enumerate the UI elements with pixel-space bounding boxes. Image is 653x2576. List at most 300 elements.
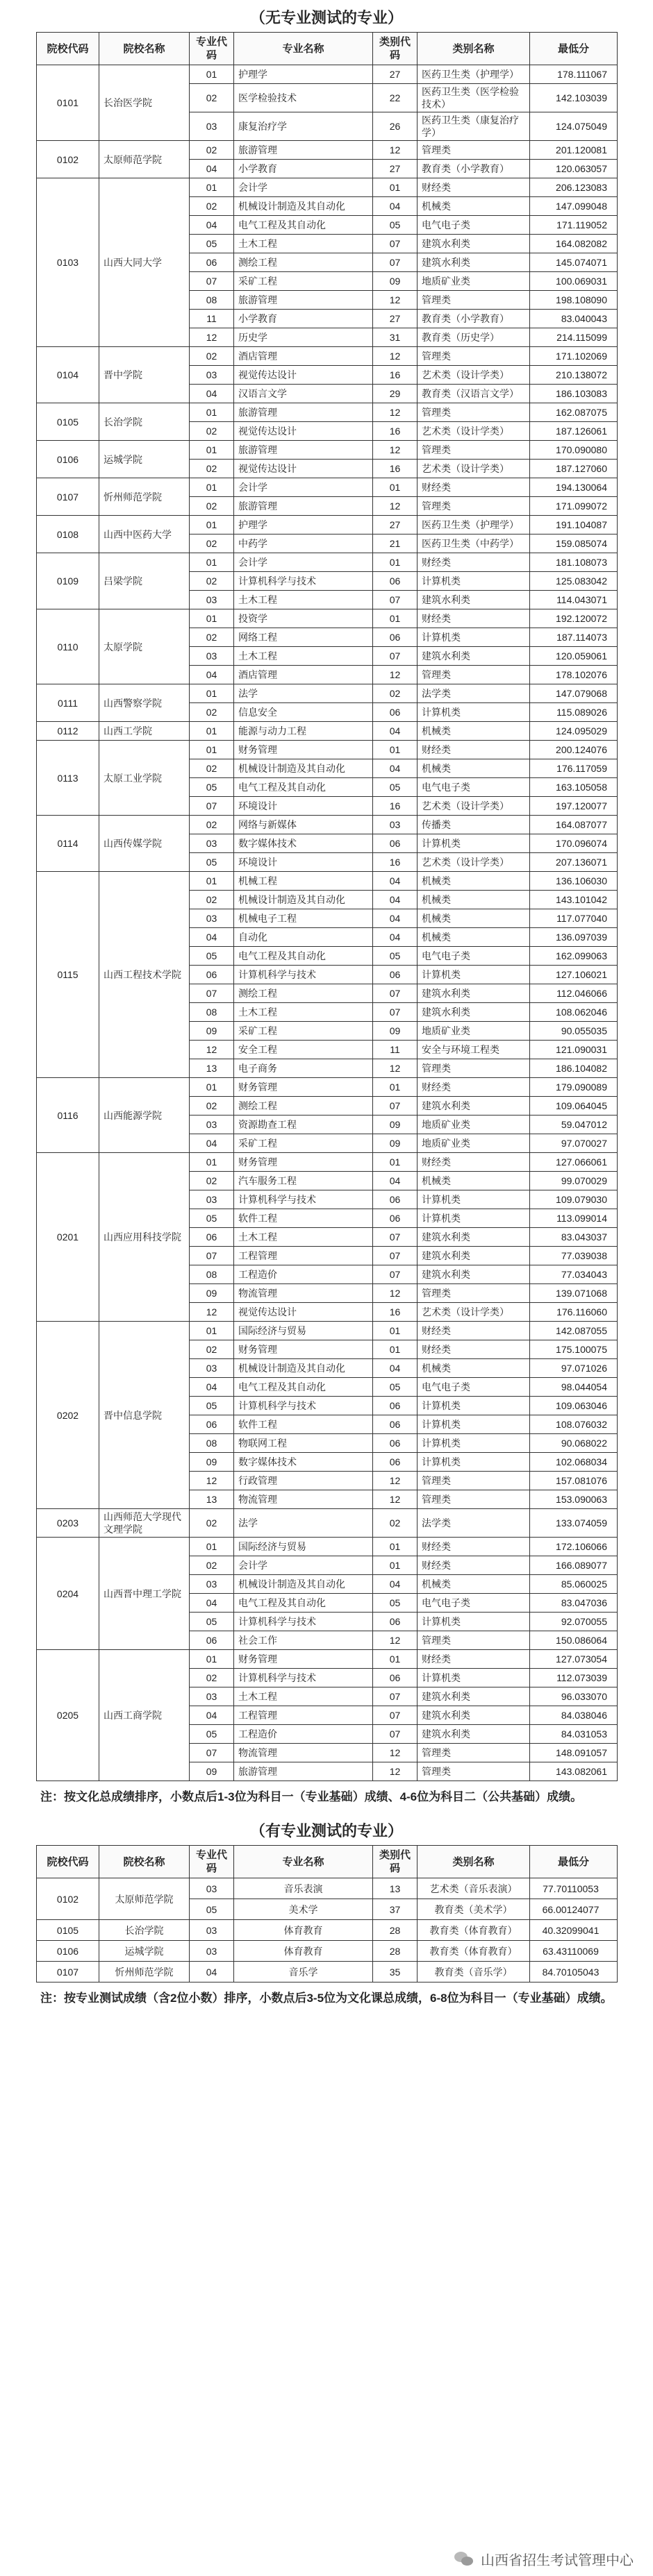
major-name: 酒店管理 xyxy=(234,666,373,684)
min-score: 186.104082 xyxy=(530,1059,618,1078)
column-header: 最低分 xyxy=(530,1846,618,1878)
major-code: 02 xyxy=(190,347,234,366)
category-code: 07 xyxy=(373,1265,418,1284)
school-name: 太原师范学院 xyxy=(99,1878,190,1920)
category-code: 06 xyxy=(373,628,418,647)
min-score: 157.081076 xyxy=(530,1472,618,1490)
category-code: 02 xyxy=(373,1509,418,1538)
min-score: 143.082061 xyxy=(530,1762,618,1781)
category-code: 05 xyxy=(373,216,418,235)
major-name: 数字媒体技术 xyxy=(234,834,373,853)
major-code: 04 xyxy=(190,1378,234,1397)
min-score: 136.097039 xyxy=(530,928,618,947)
category-code: 09 xyxy=(373,1022,418,1041)
min-score: 191.104087 xyxy=(530,516,618,534)
category-name: 建筑水利类 xyxy=(418,647,530,666)
major-name: 能源与动力工程 xyxy=(234,722,373,741)
school-code: 0103 xyxy=(37,178,99,347)
min-score: 153.090063 xyxy=(530,1490,618,1509)
school-name: 太原学院 xyxy=(99,609,190,684)
min-score: 77.039038 xyxy=(530,1247,618,1265)
category-name: 艺术类（设计学类） xyxy=(418,422,530,441)
major-code: 05 xyxy=(190,1613,234,1631)
min-score: 147.099048 xyxy=(530,197,618,216)
category-name: 管理类 xyxy=(418,1490,530,1509)
min-score: 63.43110069 xyxy=(530,1941,618,1962)
category-name: 教育类（小学教育） xyxy=(418,310,530,328)
category-name: 建筑水利类 xyxy=(418,1247,530,1265)
section2-title: （有专业测试的专业） xyxy=(249,1822,403,1840)
category-name: 艺术类（设计学类） xyxy=(418,853,530,872)
major-name: 视觉传达设计 xyxy=(234,1303,373,1322)
min-score: 142.087055 xyxy=(530,1322,618,1340)
category-name: 地质矿业类 xyxy=(418,1116,530,1134)
category-name: 财经类 xyxy=(418,1556,530,1575)
major-code: 01 xyxy=(190,1538,234,1556)
major-code: 03 xyxy=(190,647,234,666)
min-score: 179.090089 xyxy=(530,1078,618,1097)
category-name: 电气电子类 xyxy=(418,1594,530,1613)
major-code: 06 xyxy=(190,253,234,272)
school-name: 长治医学院 xyxy=(99,65,190,141)
min-score: 198.108090 xyxy=(530,291,618,310)
major-name: 机械设计制造及其自动化 xyxy=(234,1359,373,1378)
category-code: 35 xyxy=(373,1962,418,1982)
category-code: 06 xyxy=(373,1190,418,1209)
major-code: 01 xyxy=(190,178,234,197)
category-code: 04 xyxy=(373,1172,418,1190)
category-code: 06 xyxy=(373,834,418,853)
category-code: 27 xyxy=(373,160,418,178)
footer-brand: 山西省招生考试管理中心 xyxy=(481,2553,634,2568)
major-name: 旅游管理 xyxy=(234,141,373,160)
wechat-icon xyxy=(454,2552,475,2567)
category-code: 01 xyxy=(373,553,418,572)
category-code: 26 xyxy=(373,112,418,141)
table-row xyxy=(37,741,618,759)
major-name: 电气工程及其自动化 xyxy=(234,947,373,966)
category-code: 07 xyxy=(373,1687,418,1706)
category-name: 安全与环境工程类 xyxy=(418,1041,530,1059)
major-name: 资源勘查工程 xyxy=(234,1116,373,1134)
min-score: 84.70105043 xyxy=(530,1962,618,1982)
major-code: 09 xyxy=(190,1022,234,1041)
min-score: 176.117059 xyxy=(530,759,618,778)
major-name: 数字媒体技术 xyxy=(234,1453,373,1472)
category-name: 机械类 xyxy=(418,909,530,928)
category-name: 医药卫生类（护理学） xyxy=(418,516,530,534)
category-code: 06 xyxy=(373,1613,418,1631)
major-code: 01 xyxy=(190,441,234,460)
min-score: 150.086064 xyxy=(530,1631,618,1650)
min-score: 102.068034 xyxy=(530,1453,618,1472)
major-name: 计算机科学与技术 xyxy=(234,1190,373,1209)
category-code: 04 xyxy=(373,197,418,216)
major-code: 04 xyxy=(190,666,234,684)
min-score: 178.111067 xyxy=(530,65,618,84)
category-name: 计算机类 xyxy=(418,572,530,591)
major-name: 软件工程 xyxy=(234,1209,373,1228)
category-code: 06 xyxy=(373,1397,418,1415)
category-code: 07 xyxy=(373,1228,418,1247)
min-score: 108.076032 xyxy=(530,1415,618,1434)
min-score: 170.090080 xyxy=(530,441,618,460)
major-name: 护理学 xyxy=(234,65,373,84)
category-name: 管理类 xyxy=(418,1744,530,1762)
major-code: 04 xyxy=(190,1706,234,1725)
category-code: 16 xyxy=(373,797,418,816)
min-score: 181.108073 xyxy=(530,553,618,572)
major-name: 计算机科学与技术 xyxy=(234,1669,373,1687)
major-name: 机械工程 xyxy=(234,872,373,891)
school-code: 0105 xyxy=(37,1920,99,1941)
category-code: 05 xyxy=(373,778,418,797)
major-code: 01 xyxy=(190,1650,234,1669)
major-code: 03 xyxy=(190,834,234,853)
category-code: 01 xyxy=(373,741,418,759)
major-code: 06 xyxy=(190,966,234,984)
table-header-row xyxy=(37,1846,618,1878)
major-name: 土木工程 xyxy=(234,591,373,609)
major-code: 03 xyxy=(190,1687,234,1706)
school-name: 长治学院 xyxy=(99,1920,190,1941)
min-score: 214.115099 xyxy=(530,328,618,347)
major-name: 信息安全 xyxy=(234,703,373,722)
category-name: 艺术类（设计学类） xyxy=(418,366,530,385)
school-code: 0109 xyxy=(37,553,99,609)
category-code: 01 xyxy=(373,178,418,197)
major-name: 电气工程及其自动化 xyxy=(234,1594,373,1613)
category-name: 电气电子类 xyxy=(418,216,530,235)
min-score: 172.106066 xyxy=(530,1538,618,1556)
major-code: 01 xyxy=(190,516,234,534)
min-score: 90.055035 xyxy=(530,1022,618,1041)
table-row xyxy=(37,1322,618,1340)
min-score: 120.059061 xyxy=(530,647,618,666)
min-score: 83.043037 xyxy=(530,1228,618,1247)
category-code: 06 xyxy=(373,1209,418,1228)
min-score: 187.126061 xyxy=(530,422,618,441)
school-code: 0201 xyxy=(37,1153,99,1322)
category-name: 医药卫生类（护理学） xyxy=(418,65,530,84)
min-score: 142.103039 xyxy=(530,84,618,112)
category-code: 03 xyxy=(373,816,418,834)
min-score: 92.070055 xyxy=(530,1613,618,1631)
category-code: 28 xyxy=(373,1920,418,1941)
major-name: 财务管理 xyxy=(234,1078,373,1097)
min-score: 194.130064 xyxy=(530,478,618,497)
major-name: 汽车服务工程 xyxy=(234,1172,373,1190)
category-code: 12 xyxy=(373,141,418,160)
major-code: 03 xyxy=(190,1920,234,1941)
major-name: 工程造价 xyxy=(234,1265,373,1284)
min-score: 170.096074 xyxy=(530,834,618,853)
category-code: 01 xyxy=(373,1078,418,1097)
major-code: 02 xyxy=(190,84,234,112)
major-code: 02 xyxy=(190,628,234,647)
column-header: 院校名称 xyxy=(99,33,190,65)
category-name: 医药卫生类（医学检验技术） xyxy=(418,84,530,112)
major-code: 04 xyxy=(190,1134,234,1153)
category-name: 机械类 xyxy=(418,759,530,778)
category-name: 教育类（历史学） xyxy=(418,328,530,347)
table-row xyxy=(37,1509,618,1538)
category-name: 教育类（汉语言文学） xyxy=(418,385,530,403)
school-name: 山西警察学院 xyxy=(99,684,190,722)
school-name: 忻州师范学院 xyxy=(99,1962,190,1982)
table-row xyxy=(37,722,618,741)
min-score: 206.123083 xyxy=(530,178,618,197)
min-score: 96.033070 xyxy=(530,1687,618,1706)
min-score: 171.119052 xyxy=(530,216,618,235)
category-name: 法学类 xyxy=(418,684,530,703)
major-name: 自动化 xyxy=(234,928,373,947)
category-name: 计算机类 xyxy=(418,1397,530,1415)
category-code: 02 xyxy=(373,684,418,703)
category-code: 01 xyxy=(373,1650,418,1669)
category-code: 07 xyxy=(373,1003,418,1022)
major-name: 旅游管理 xyxy=(234,291,373,310)
category-name: 财经类 xyxy=(418,1322,530,1340)
category-name: 建筑水利类 xyxy=(418,235,530,253)
category-name: 计算机类 xyxy=(418,1415,530,1434)
min-score: 163.105058 xyxy=(530,778,618,797)
major-name: 法学 xyxy=(234,684,373,703)
category-name: 教育类（体育教育） xyxy=(418,1920,530,1941)
major-name: 电气工程及其自动化 xyxy=(234,216,373,235)
school-name: 山西晋中理工学院 xyxy=(99,1538,190,1650)
major-name: 工程管理 xyxy=(234,1706,373,1725)
min-score: 133.074059 xyxy=(530,1509,618,1538)
major-code: 04 xyxy=(190,160,234,178)
column-header: 专业代码 xyxy=(190,33,234,65)
school-name: 晋中信息学院 xyxy=(99,1322,190,1509)
school-name: 吕梁学院 xyxy=(99,553,190,609)
table-row xyxy=(37,441,618,460)
category-name: 建筑水利类 xyxy=(418,1097,530,1116)
min-score: 171.102069 xyxy=(530,347,618,366)
major-code: 05 xyxy=(190,1209,234,1228)
category-code: 06 xyxy=(373,1415,418,1434)
table-row xyxy=(37,65,618,84)
min-score: 162.099063 xyxy=(530,947,618,966)
category-code: 06 xyxy=(373,1434,418,1453)
major-code: 03 xyxy=(190,1941,234,1962)
major-code: 03 xyxy=(190,1359,234,1378)
min-score: 114.043071 xyxy=(530,591,618,609)
category-name: 电气电子类 xyxy=(418,1378,530,1397)
category-name: 建筑水利类 xyxy=(418,1687,530,1706)
category-name: 地质矿业类 xyxy=(418,1134,530,1153)
category-code: 01 xyxy=(373,1322,418,1340)
category-name: 电气电子类 xyxy=(418,778,530,797)
min-score: 136.106030 xyxy=(530,872,618,891)
min-score: 164.087077 xyxy=(530,816,618,834)
major-code: 02 xyxy=(190,497,234,516)
major-code: 08 xyxy=(190,1434,234,1453)
category-name: 艺术类（设计学类） xyxy=(418,460,530,478)
major-name: 土木工程 xyxy=(234,647,373,666)
category-code: 04 xyxy=(373,1359,418,1378)
major-code: 12 xyxy=(190,1303,234,1322)
min-score: 97.070027 xyxy=(530,1134,618,1153)
table-row xyxy=(37,872,618,891)
major-name: 会计学 xyxy=(234,478,373,497)
major-name: 网络与新媒体 xyxy=(234,816,373,834)
school-code: 0116 xyxy=(37,1078,99,1153)
min-score: 97.071026 xyxy=(530,1359,618,1378)
school-name: 山西大同大学 xyxy=(99,178,190,347)
school-code: 0106 xyxy=(37,1941,99,1962)
school-code: 0112 xyxy=(37,722,99,741)
table-row xyxy=(37,1650,618,1669)
page-content xyxy=(36,0,617,2012)
no-test-majors-table xyxy=(36,32,618,1781)
school-name: 山西应用科技学院 xyxy=(99,1153,190,1322)
major-code: 07 xyxy=(190,1247,234,1265)
major-name: 测绘工程 xyxy=(234,253,373,272)
major-name: 计算机科学与技术 xyxy=(234,1613,373,1631)
min-score: 139.071068 xyxy=(530,1284,618,1303)
major-name: 网络工程 xyxy=(234,628,373,647)
school-code: 0102 xyxy=(37,141,99,178)
major-code: 01 xyxy=(190,403,234,422)
major-code: 09 xyxy=(190,1453,234,1472)
major-code: 02 xyxy=(190,572,234,591)
major-name: 体育教育 xyxy=(234,1920,373,1941)
category-code: 07 xyxy=(373,253,418,272)
major-name: 土木工程 xyxy=(234,1003,373,1022)
school-code: 0115 xyxy=(37,872,99,1078)
major-code: 01 xyxy=(190,1078,234,1097)
major-code: 07 xyxy=(190,272,234,291)
min-score: 124.095029 xyxy=(530,722,618,741)
category-name: 计算机类 xyxy=(418,703,530,722)
table-header-row xyxy=(37,33,618,65)
category-code: 05 xyxy=(373,1378,418,1397)
min-score: 84.038046 xyxy=(530,1706,618,1725)
category-name: 计算机类 xyxy=(418,1669,530,1687)
category-name: 计算机类 xyxy=(418,1613,530,1631)
category-name: 法学类 xyxy=(418,1509,530,1538)
major-name: 投资学 xyxy=(234,609,373,628)
table-row xyxy=(37,141,618,160)
min-score: 109.064045 xyxy=(530,1097,618,1116)
category-code: 12 xyxy=(373,347,418,366)
category-code: 12 xyxy=(373,497,418,516)
major-code: 09 xyxy=(190,1284,234,1303)
category-code: 01 xyxy=(373,1538,418,1556)
column-header: 最低分 xyxy=(530,33,618,65)
major-code: 03 xyxy=(190,591,234,609)
min-score: 112.073039 xyxy=(530,1669,618,1687)
min-score: 145.074071 xyxy=(530,253,618,272)
column-header: 类别代码 xyxy=(373,1846,418,1878)
major-code: 05 xyxy=(190,853,234,872)
major-name: 计算机科学与技术 xyxy=(234,1397,373,1415)
major-code: 02 xyxy=(190,422,234,441)
table-row xyxy=(37,553,618,572)
column-header: 专业名称 xyxy=(234,33,373,65)
min-score: 210.138072 xyxy=(530,366,618,385)
category-name: 计算机类 xyxy=(418,1434,530,1453)
school-name: 山西中医药大学 xyxy=(99,516,190,553)
category-name: 计算机类 xyxy=(418,1453,530,1472)
major-name: 会计学 xyxy=(234,553,373,572)
major-name: 机械设计制造及其自动化 xyxy=(234,891,373,909)
major-code: 01 xyxy=(190,741,234,759)
major-code: 05 xyxy=(190,1725,234,1744)
min-score: 187.114073 xyxy=(530,628,618,647)
min-score: 85.060025 xyxy=(530,1575,618,1594)
school-name: 山西传媒学院 xyxy=(99,816,190,872)
major-name: 视觉传达设计 xyxy=(234,422,373,441)
major-name: 历史学 xyxy=(234,328,373,347)
category-name: 财经类 xyxy=(418,1538,530,1556)
major-code: 02 xyxy=(190,1340,234,1359)
min-score: 83.047036 xyxy=(530,1594,618,1613)
major-code: 01 xyxy=(190,478,234,497)
min-score: 200.124076 xyxy=(530,741,618,759)
category-name: 计算机类 xyxy=(418,966,530,984)
category-name: 财经类 xyxy=(418,178,530,197)
min-score: 162.087075 xyxy=(530,403,618,422)
school-code: 0113 xyxy=(37,741,99,816)
category-code: 04 xyxy=(373,928,418,947)
major-name: 汉语言文学 xyxy=(234,385,373,403)
major-code: 01 xyxy=(190,1322,234,1340)
major-code: 01 xyxy=(190,553,234,572)
min-score: 113.099014 xyxy=(530,1209,618,1228)
school-code: 0101 xyxy=(37,65,99,141)
column-header: 专业代码 xyxy=(190,1846,234,1878)
major-code: 05 xyxy=(190,778,234,797)
major-name: 旅游管理 xyxy=(234,497,373,516)
min-score: 59.047012 xyxy=(530,1116,618,1134)
category-code: 07 xyxy=(373,1725,418,1744)
category-code: 16 xyxy=(373,853,418,872)
column-header: 类别名称 xyxy=(418,1846,530,1878)
major-name: 中药学 xyxy=(234,534,373,553)
category-code: 27 xyxy=(373,310,418,328)
school-name: 山西工商学院 xyxy=(99,1650,190,1781)
table-row xyxy=(37,178,618,197)
category-name: 建筑水利类 xyxy=(418,253,530,272)
major-code: 07 xyxy=(190,984,234,1003)
major-name: 会计学 xyxy=(234,1556,373,1575)
column-header: 院校名称 xyxy=(99,1846,190,1878)
category-name: 教育类（音乐学） xyxy=(418,1962,530,1982)
major-code: 04 xyxy=(190,1594,234,1613)
major-name: 酒店管理 xyxy=(234,347,373,366)
category-name: 管理类 xyxy=(418,1762,530,1781)
category-code: 09 xyxy=(373,1134,418,1153)
major-name: 土木工程 xyxy=(234,235,373,253)
category-code: 07 xyxy=(373,1247,418,1265)
school-name: 山西师范大学现代文理学院 xyxy=(99,1509,190,1538)
major-name: 电气工程及其自动化 xyxy=(234,778,373,797)
major-name: 环境设计 xyxy=(234,853,373,872)
category-name: 传播类 xyxy=(418,816,530,834)
category-name: 财经类 xyxy=(418,1650,530,1669)
category-code: 01 xyxy=(373,1556,418,1575)
category-name: 机械类 xyxy=(418,1575,530,1594)
min-score: 187.127060 xyxy=(530,460,618,478)
column-header: 院校代码 xyxy=(37,33,99,65)
table-row xyxy=(37,1538,618,1556)
table-row xyxy=(37,516,618,534)
category-code: 04 xyxy=(373,891,418,909)
